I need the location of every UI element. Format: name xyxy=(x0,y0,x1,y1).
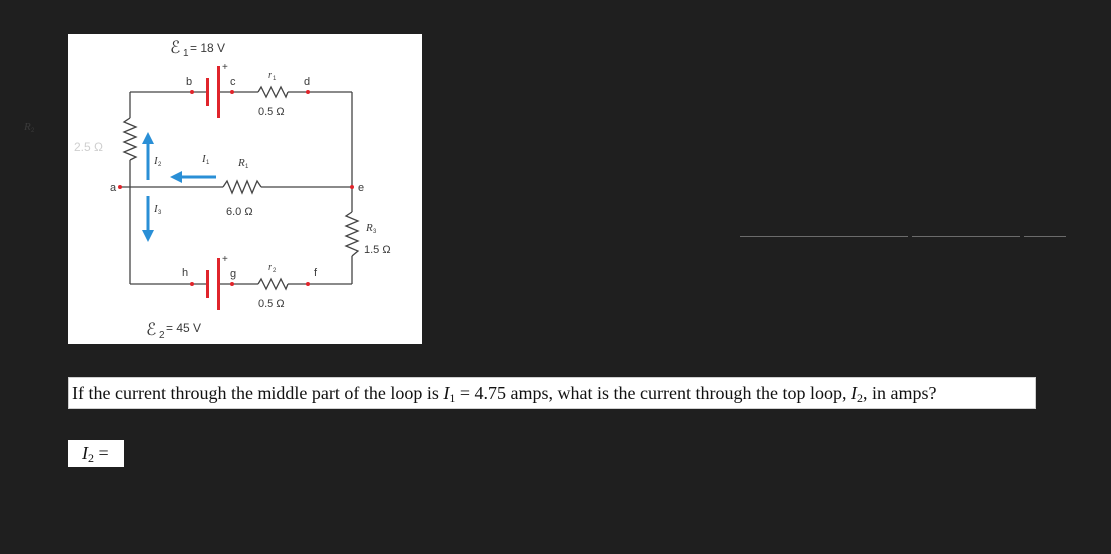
node-h-label: h xyxy=(182,267,189,279)
question-var2-sub: 2 xyxy=(857,391,863,405)
R2-value-outside: 2.5 Ω xyxy=(74,140,103,154)
answer-input[interactable] xyxy=(68,440,124,467)
question-text xyxy=(68,377,1036,409)
emf1-subscript: 1 xyxy=(183,48,189,59)
node-d-label: d xyxy=(304,76,311,88)
I1-subscript: 1 xyxy=(206,160,210,166)
emf2-subscript: 2 xyxy=(159,330,165,341)
emf2-value: = 45 V xyxy=(166,321,202,335)
question-var2: I xyxy=(851,383,857,403)
node-e-label: e xyxy=(358,182,365,194)
R1-label: R xyxy=(238,157,245,169)
question-suffix: , in amps? xyxy=(863,383,937,403)
r1-subscript: 1 xyxy=(273,76,277,82)
emf2-symbol: ℰ xyxy=(146,320,157,339)
blank-line-3 xyxy=(1024,236,1066,237)
R2-resistor xyxy=(124,118,136,160)
question-equals-value: = 4.75 amps, what is the current through the top loop, xyxy=(455,383,851,403)
circuit-wires xyxy=(120,92,352,284)
node-b-dot xyxy=(190,90,194,94)
question-var1-sub: 1 xyxy=(449,391,456,405)
R1-value: 6.0 Ω xyxy=(226,206,253,218)
R3-value: 1.5 Ω xyxy=(364,244,391,256)
node-f-label: f xyxy=(314,267,318,279)
R3-label: R xyxy=(366,222,373,234)
r1-value: 0.5 Ω xyxy=(258,106,285,118)
node-dots xyxy=(118,90,354,286)
r2-label: r xyxy=(268,262,272,273)
blank-line-1 xyxy=(740,236,908,237)
I3-subscript: 3 xyxy=(158,210,162,216)
blank-line-2 xyxy=(912,236,1020,237)
answer-var-sub: 2 xyxy=(88,451,94,465)
node-g-label: g xyxy=(230,268,237,280)
node-a-label: a xyxy=(110,182,117,194)
r1-label: r xyxy=(268,70,272,81)
circuit-diagram xyxy=(24,34,422,344)
arrow-down-i3 xyxy=(142,196,154,242)
R2-subscript: 2 xyxy=(31,128,35,134)
R3-subscript: 3 xyxy=(373,229,377,235)
node-a-dot xyxy=(118,185,122,189)
node-f-dot xyxy=(306,282,310,286)
R3-resistor xyxy=(346,212,358,256)
I2-subscript: 2 xyxy=(158,162,162,168)
emf1-plus: + xyxy=(222,62,228,73)
node-d-dot xyxy=(306,90,310,94)
I2-label: I xyxy=(154,155,158,167)
emf1-value: = 18 V xyxy=(190,41,226,55)
answer-equals: = xyxy=(94,443,109,463)
question-prefix: If the current through the middle part of the loop is xyxy=(72,383,444,403)
arrow-left-i1 xyxy=(170,171,216,183)
emf1-symbol: ℰ xyxy=(170,38,181,57)
node-g-dot xyxy=(230,282,234,286)
node-h-dot xyxy=(190,282,194,286)
R2-label: R xyxy=(24,121,31,133)
emf2-plus: + xyxy=(222,254,228,265)
R1-resistor xyxy=(223,181,261,193)
r2-value: 0.5 Ω xyxy=(258,298,285,310)
node-b-label: b xyxy=(186,76,193,88)
I3-label: I xyxy=(154,203,158,215)
r1-resistor xyxy=(258,87,288,97)
r2-subscript: 2 xyxy=(273,268,277,274)
R1-subscript: 1 xyxy=(245,164,249,170)
question-var1: I xyxy=(443,383,450,403)
battery-emf1 xyxy=(206,66,220,118)
node-c-label: c xyxy=(230,76,236,88)
node-e-dot xyxy=(350,185,354,189)
node-c-dot xyxy=(230,90,234,94)
circuit-figure xyxy=(24,34,422,344)
answer-var: I xyxy=(82,443,88,463)
arrow-up-i2 xyxy=(142,132,154,180)
I1-label: I xyxy=(202,153,206,165)
r2-resistor xyxy=(258,279,288,289)
battery-emf2 xyxy=(206,258,220,310)
